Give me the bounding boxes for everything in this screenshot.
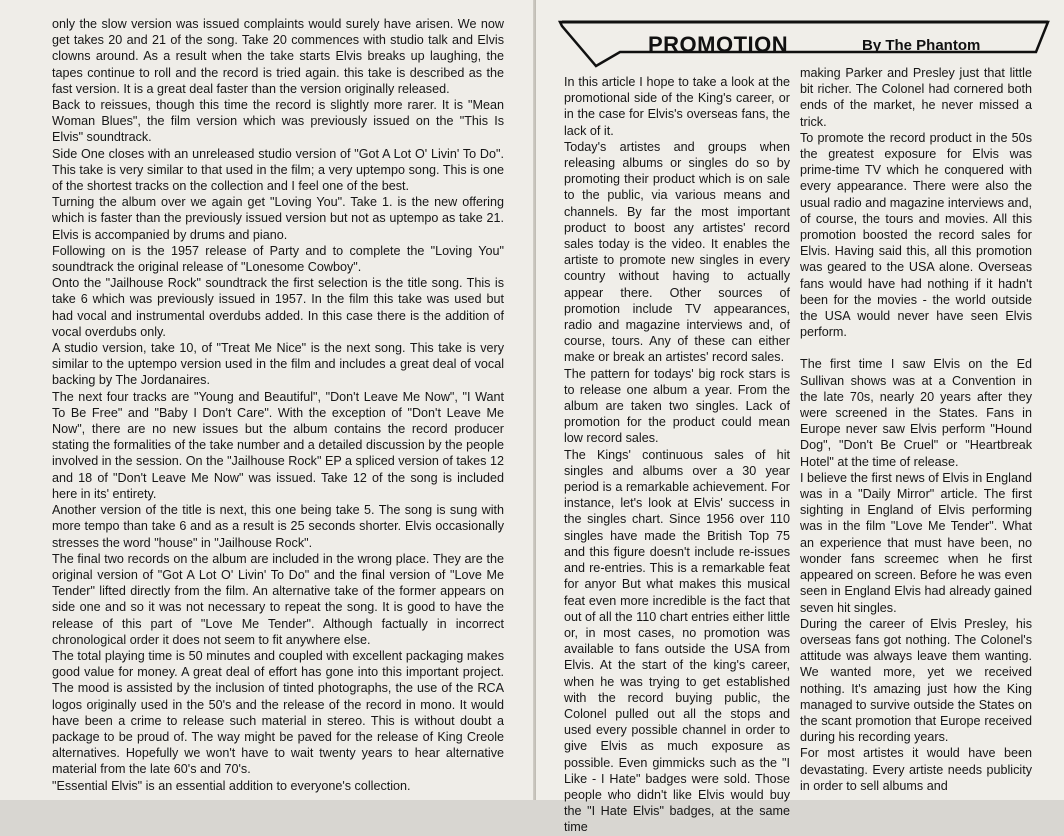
paragraph: Another version of the title is next, this one being take 5. The song is sung with more tempo than take 6 and as a result is 25 seconds shorter. Elvis occasionally stresses the word "house" in "Jailhouse Rock". — [52, 503, 504, 550]
right-page — [536, 0, 1064, 835]
paragraph: The first time I saw Elvis on the Ed Sullivan shows was at a Convention in the late 70s, nearly 20 years after they were screened in the States. Fans in Europe never saw Elvis perform "Hound Dog", "Don't Be Cruel" or "Heartbreak Hotel" at the time of release. — [800, 357, 1032, 469]
paragraph: The next four tracks are "Young and Beautiful", "Don't Leave Me Now", "I Want To Be Free" and "Baby I Don't Care". With the exception of "Don't Leave Me Now", there are no new issues but the album contains the record producer stating the formalities of the take number and a detailed discussion by the people involved in the session. On the "Jailhouse Rock" EP a spliced version of takes 12 and 18 of "Don't Leave Me Now" was issued. Take 12 of the song is included here in its' entirety. — [52, 389, 504, 501]
paragraph: Back to reissues, though this time the record is slightly more rarer. It is "Mean Woman Blues", the film version which was previously issued on the "This Is Elvis" soundtrack. — [52, 98, 504, 145]
paragraph: Following on is the 1957 release of Party and to complete the "Loving You" soundtrack the original release of "Lonesome Cowboy". — [52, 243, 504, 275]
paragraph: A studio version, take 10, of "Treat Me Nice" is the next song. This take is very similar to the uptempo version used in the film and includes a great deal of vocal backing by The Jordanaires. — [52, 341, 504, 388]
paragraph: Turning the album over we again get "Loving You". Take 1. is the new offering which is faster than the previously issued version but not as uptempo as take 21. Elvis is accompanied by drums and piano. — [52, 195, 504, 242]
paragraph: Onto the "Jailhouse Rock" soundtrack the first selection is the title song. This is take 6 which was previously issued in 1957. In the film this take was used but had vocal and instrumental overdubs added. In this case there is the addition of vocal overdubs only. — [52, 276, 504, 339]
paragraph: I believe the first news of Elvis in England was in a "Daily Mirror" article. The first sighting in England of Elvis performing was in the film "Love Me Tender". What an experience that must have been, no wonder fans screemec when he first appeared on screen. Before he was even seen in England Elvis had already gained seven hit singles. — [800, 470, 1032, 615]
paragraph: The final two records on the album are included in the wrong place. They are the original version of "Got A Lot O' Livin' To Do" and the final version of "Love Me Tender" lifted directly from the film. An alternative take of the former appears on side one and so it was not necessary to repeat the song. It is good to have the release of this part of "Love Me Tender". Although factually in incorrect chronological order it does not seem to fit anywhere else. — [52, 551, 504, 647]
article-column-left — [564, 74, 790, 836]
paragraph: The pattern for todays' big rock stars is to release one album a year. From the album are taken two singles. Lack of promotion for the product could mean low record sales. — [564, 366, 790, 446]
paragraph: Side One closes with an unreleased studio version of "Got A Lot O' Livin' To Do". This take is very similar to that used in the film; a very uptempo song. This is one of the shortest tracks on the collection and I feel one of the best. — [52, 146, 504, 194]
paragraph: Today's artistes and groups when releasing albums or singles do so by promoting their product which is on sale to the public, via various means and channels. By far the most important product to boost any artistes' record sales today is the video. It enables the artiste to promote new singles in every country without having to actually appear there. Other sources of promotion include TV appearances, radio and magazine interviews and, of course, tours. Any of these can either make or break an artistes' record sales. — [564, 139, 790, 365]
article-header-banner — [560, 20, 1048, 68]
article-column-right — [800, 65, 1032, 794]
paragraph: During the career of Elvis Presley, his overseas fans got nothing. The Colonel's attitude was always leave them wanting. We wanted more, yet we received nothing. It's amazing just how the King managed to survive outside the States on the scant promotion that Europe received during his recording years. — [800, 616, 1032, 745]
paragraph: To promote the record product in the 50s the greatest exposure for Elvis was prime-time TV which he conquered with every appearance. There were also the usual radio and magazine interviews and, of course, the tours and movies. All this promotion boosted the record sales for Elvis. Having said this, all this promotion was geared to the USA alone. Overseas fans would have had nothing if it hadn't been for the movies - the world outside the USA would never have seen Elvis perform. — [800, 130, 1032, 340]
article-title: PROMOTION — [648, 32, 789, 57]
left-article-body — [52, 16, 504, 794]
paragraph: making Parker and Presley just that little bit richer. The Colonel had cornered both ends of the market, he never missed a trick. — [800, 66, 1032, 129]
paragraph: The Kings' continuous sales of hit singles and albums over a 30 year period is a remarkable achievement. For instance, let's look at Elvis' success in the singles chart. Since 1956 over 110 singles have made the British Top 75 and this figure doesn't include re-issues and re-entries. This is a remarkable feat for anyor But what makes this musical feat even more incredible is the fact that out of all the 110 chart entries either little or, in most cases, no promotion was available to fans outside the USA from Elvis. At the start of the king's career, when he was trying to get established with the record buying public, the Colonel pulled out all the stops and used every possible channel in order to give Elvis as much exposure as possible. Even gimmicks such as the "I Like - I Hate" badges were sold. Those people who didn't like Elvis would buy the "I Hate Elvis" badges, at the same time — [564, 447, 790, 835]
left-page — [0, 0, 536, 800]
paragraph: only the slow version was issued complaints would surely have arisen. We now get takes 20 and 21 of the song. Take 20 commences with studio talk and Elvis clowns around. As a result when the take starts Elvis breaks up laughing, the tapes continue to roll and the record is tried again. this take is described as the fast version. It is a great deal faster than the version originally released. — [52, 17, 504, 96]
paragraph: The total playing time is 50 minutes and coupled with excellent packaging makes good value for money. A great deal of effort has gone into this important project. The mood is assisted by the inclusion of tinted photographs, the use of the RCA logos originally used in the 50's and the release of the record in mono. It would have been a crime to release such material in stereo. This is without doubt a package to be proud of. The way might be paved for the release of King Creole alternatives. Hopefully we won't have to wait twenty years to hear alternative material from the late 60's and 70's. — [52, 648, 504, 777]
paragraph: "Essential Elvis" is an essential addition to everyone's collection. — [52, 778, 411, 793]
paragraph: For most artistes it would have been devastating. Every artiste needs publicity in order to sell albums and — [800, 746, 1032, 793]
paragraph: In this article I hope to take a look at the promotional side of the King's career, or in the case for Elvis's overseas fans, the lack of it. — [564, 75, 790, 138]
article-byline: By The Phantom — [862, 37, 981, 54]
